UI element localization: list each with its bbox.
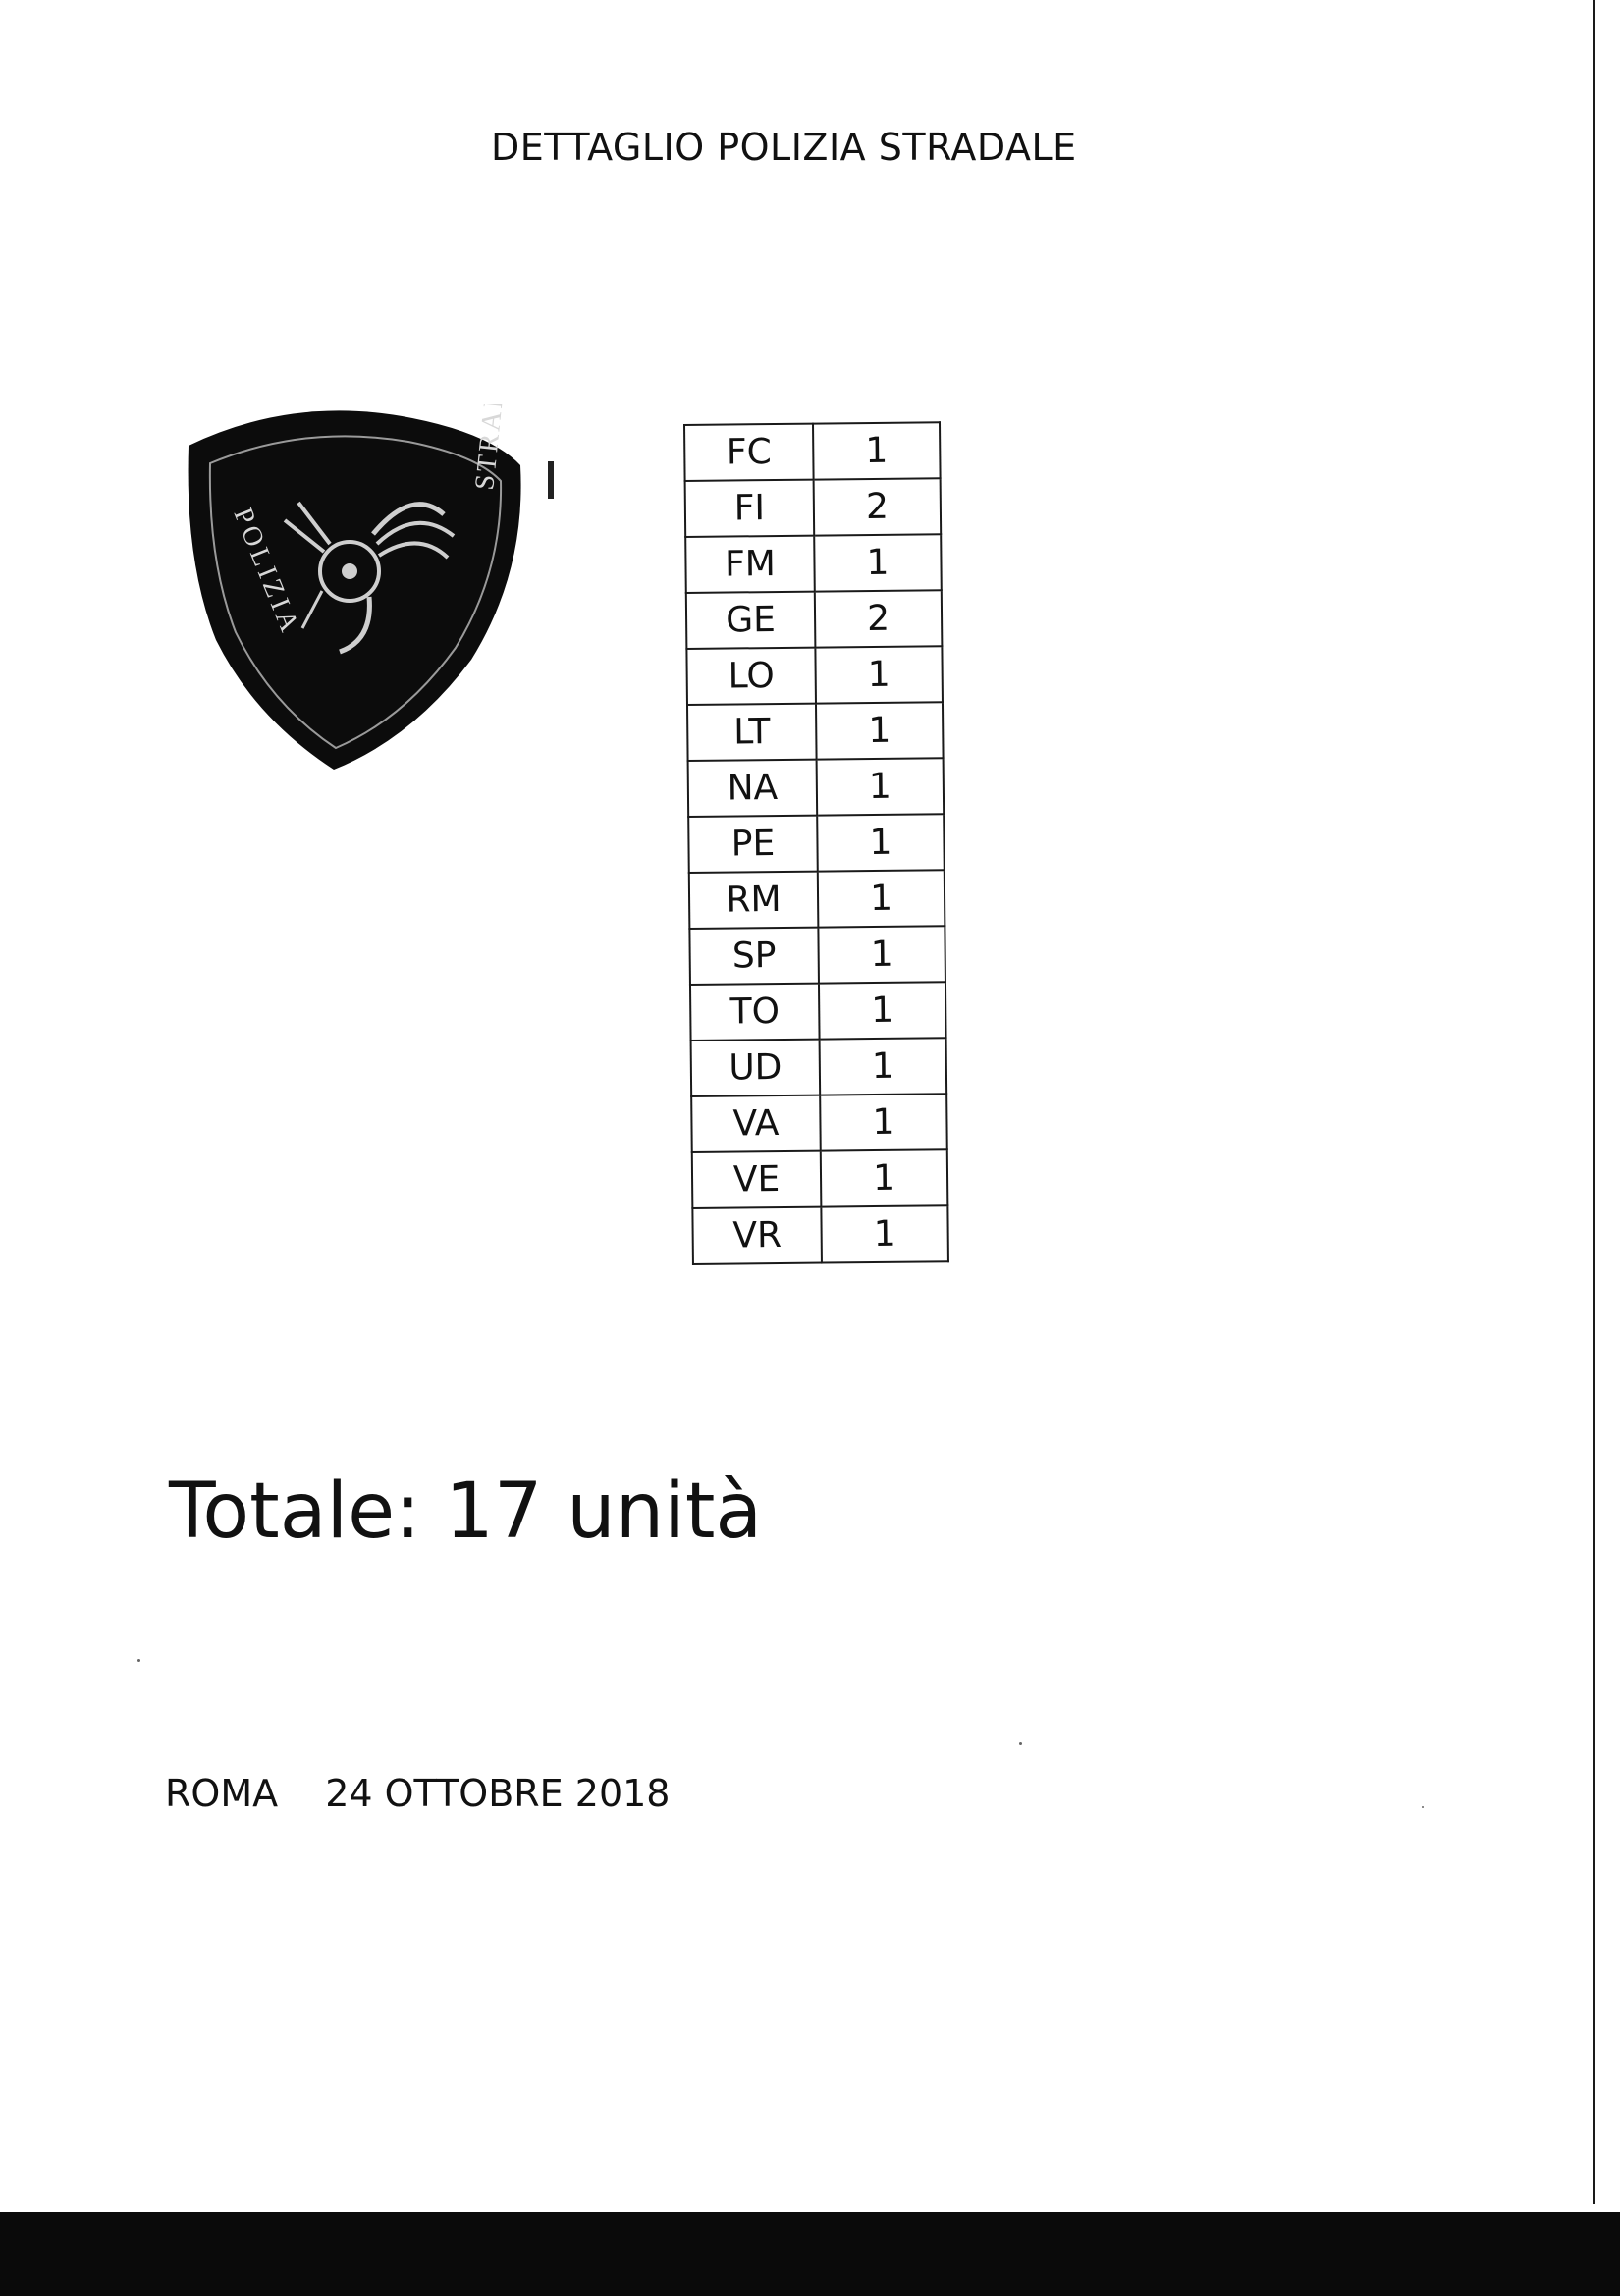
unit-count: 2 bbox=[815, 590, 943, 647]
place: ROMA bbox=[165, 1772, 279, 1815]
units-table-wrapper bbox=[683, 421, 949, 1265]
province-code: PE bbox=[688, 816, 818, 873]
place-and-date bbox=[165, 1772, 670, 1815]
unit-count: 1 bbox=[820, 1094, 947, 1150]
scan-speck bbox=[1422, 1806, 1424, 1808]
table-row bbox=[689, 870, 945, 929]
date: 24 OTTOBRE 2018 bbox=[325, 1772, 671, 1815]
province-code: RM bbox=[689, 872, 819, 929]
table-row bbox=[689, 926, 945, 985]
svg-text:POLIZIA: POLIZIA bbox=[227, 504, 306, 640]
province-code: VR bbox=[692, 1207, 822, 1264]
unit-count: 1 bbox=[813, 422, 941, 479]
table-row bbox=[686, 590, 943, 649]
table-row bbox=[692, 1205, 948, 1264]
scan-bottom-band bbox=[0, 2212, 1620, 2296]
table-row bbox=[691, 1038, 947, 1096]
table-row bbox=[684, 422, 941, 481]
unit-count: 1 bbox=[817, 814, 945, 871]
svg-text:STRADALE: STRADALE bbox=[469, 404, 517, 492]
unit-count: 1 bbox=[819, 982, 946, 1039]
unit-count: 1 bbox=[814, 534, 942, 591]
unit-count: 1 bbox=[816, 702, 944, 759]
unit-count: 1 bbox=[815, 646, 943, 703]
table-row bbox=[688, 758, 945, 817]
province-code: FI bbox=[685, 480, 815, 537]
table-row bbox=[690, 982, 946, 1041]
scan-edge-line bbox=[1593, 0, 1595, 2204]
unit-count: 1 bbox=[818, 870, 945, 927]
table-row bbox=[686, 646, 943, 705]
province-code: VE bbox=[692, 1151, 822, 1208]
province-code: GE bbox=[686, 592, 816, 649]
table-row bbox=[688, 814, 945, 873]
table-row bbox=[692, 1149, 948, 1208]
unit-count: 1 bbox=[821, 1149, 948, 1206]
unit-count: 1 bbox=[820, 1038, 947, 1095]
scan-speck bbox=[1019, 1742, 1022, 1745]
province-code: TO bbox=[690, 984, 820, 1041]
province-code: LO bbox=[686, 648, 816, 705]
province-code: NA bbox=[688, 760, 818, 817]
table-row bbox=[685, 534, 942, 593]
province-code: FC bbox=[684, 424, 814, 481]
table-row bbox=[687, 702, 944, 761]
province-code: SP bbox=[689, 928, 819, 985]
table-row bbox=[691, 1094, 947, 1152]
polizia-stradale-shield-icon bbox=[177, 404, 569, 777]
province-code: VA bbox=[691, 1095, 821, 1152]
units-table bbox=[683, 421, 949, 1265]
province-code: FM bbox=[685, 536, 815, 593]
province-code: LT bbox=[687, 704, 817, 761]
scan-speck bbox=[137, 1659, 140, 1662]
province-code: UD bbox=[691, 1040, 821, 1096]
table-row bbox=[685, 478, 942, 537]
unit-count: 1 bbox=[818, 926, 945, 983]
unit-count: 1 bbox=[821, 1205, 948, 1262]
page-title: DETTAGLIO POLIZIA STRADALE bbox=[491, 126, 1077, 169]
total-units: Totale: 17 unità bbox=[169, 1468, 763, 1556]
unit-count: 1 bbox=[817, 758, 945, 815]
unit-count: 2 bbox=[814, 478, 942, 535]
